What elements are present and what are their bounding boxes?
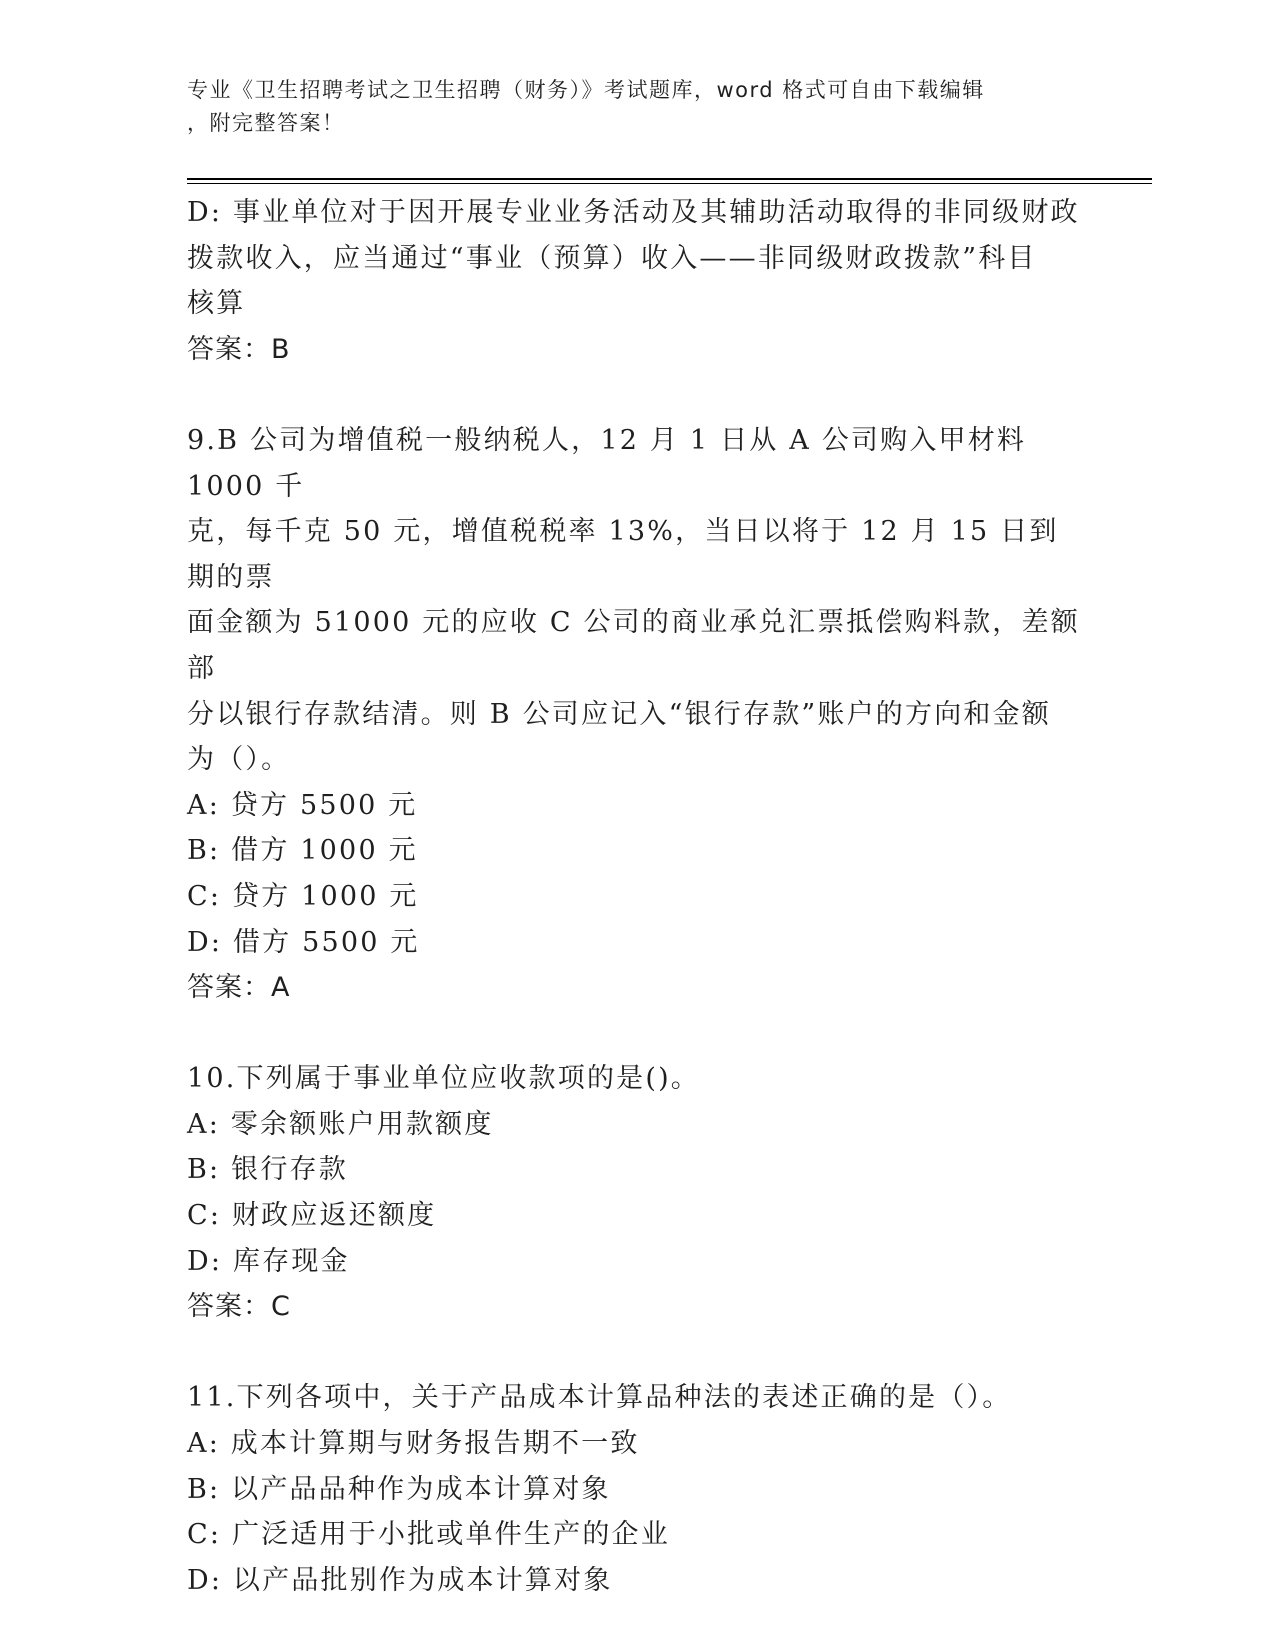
option-b: B: 以产品品种作为成本计算对象 (187, 1473, 611, 1505)
answer-line: 答案：A (187, 972, 291, 1004)
spacer (187, 1330, 1087, 1376)
option-c: C: 贷方 1000 元 (187, 880, 419, 912)
question-9 (187, 418, 1087, 1011)
answer-line: 答案：B (187, 333, 291, 365)
header-divider-thin (187, 183, 1152, 184)
option-a: A: 成本计算期与财务报告期不一致 (187, 1428, 640, 1460)
option-d: D: 借方 5500 元 (187, 926, 420, 958)
document-header (187, 74, 1067, 140)
question-8-tail (187, 190, 1087, 372)
header-line-1: 专业《卫生招聘考试之卫生招聘（财务）》考试题库，word 格式可自由下载编辑 (187, 78, 985, 102)
option-d-line: 拨款收入，应当通过“事业（预算）收入——非同级财政拨款”科目 (187, 242, 1037, 274)
question-11 (187, 1375, 1087, 1603)
document-body (187, 190, 1087, 1603)
question-10 (187, 1056, 1087, 1330)
option-d: D: 库存现金 (187, 1245, 350, 1277)
option-d: D: 以产品批别作为成本计算对象 (187, 1564, 613, 1596)
question-stem-line: 面金额为 51000 元的应收 C 公司的商业承兑汇票抵偿购料款，差额部 (187, 607, 1080, 684)
option-b: B: 借方 1000 元 (187, 835, 418, 867)
header-divider (187, 178, 1152, 180)
question-stem-line: 9.B 公司为增值税一般纳税人，12 月 1 日从 A 公司购入甲材料 1000 千 (187, 424, 1027, 502)
option-c: C: 财政应返还额度 (187, 1200, 437, 1232)
header-line-2: ，附完整答案！ (187, 111, 345, 135)
answer-line: 答案：C (187, 1291, 291, 1323)
spacer (187, 1011, 1087, 1057)
option-a: A: 贷方 5500 元 (187, 789, 418, 821)
spacer (187, 372, 1087, 418)
option-d-line: 核算 (187, 288, 246, 320)
question-stem: 11.下列各项中，关于产品成本计算品种法的表述正确的是（）。 (187, 1382, 1012, 1414)
option-a: A: 零余额账户用款额度 (187, 1108, 494, 1140)
option-b: B: 银行存款 (187, 1154, 348, 1186)
question-stem: 10.下列属于事业单位应收款项的是()。 (187, 1063, 701, 1095)
question-stem-line: 为（）。 (187, 744, 291, 776)
question-stem-line: 分以银行存款结清。则 B 公司应记入“银行存款”账户的方向和金额 (187, 698, 1052, 730)
option-c: C: 广泛适用于小批或单件生产的企业 (187, 1519, 670, 1551)
option-d-line: D: 事业单位对于因开展专业业务活动及其辅助活动取得的非同级财政 (187, 197, 1080, 228)
question-stem-line: 克，每千克 50 元，增值税税率 13%，当日以将于 12 月 15 日到期的票 (187, 516, 1059, 593)
